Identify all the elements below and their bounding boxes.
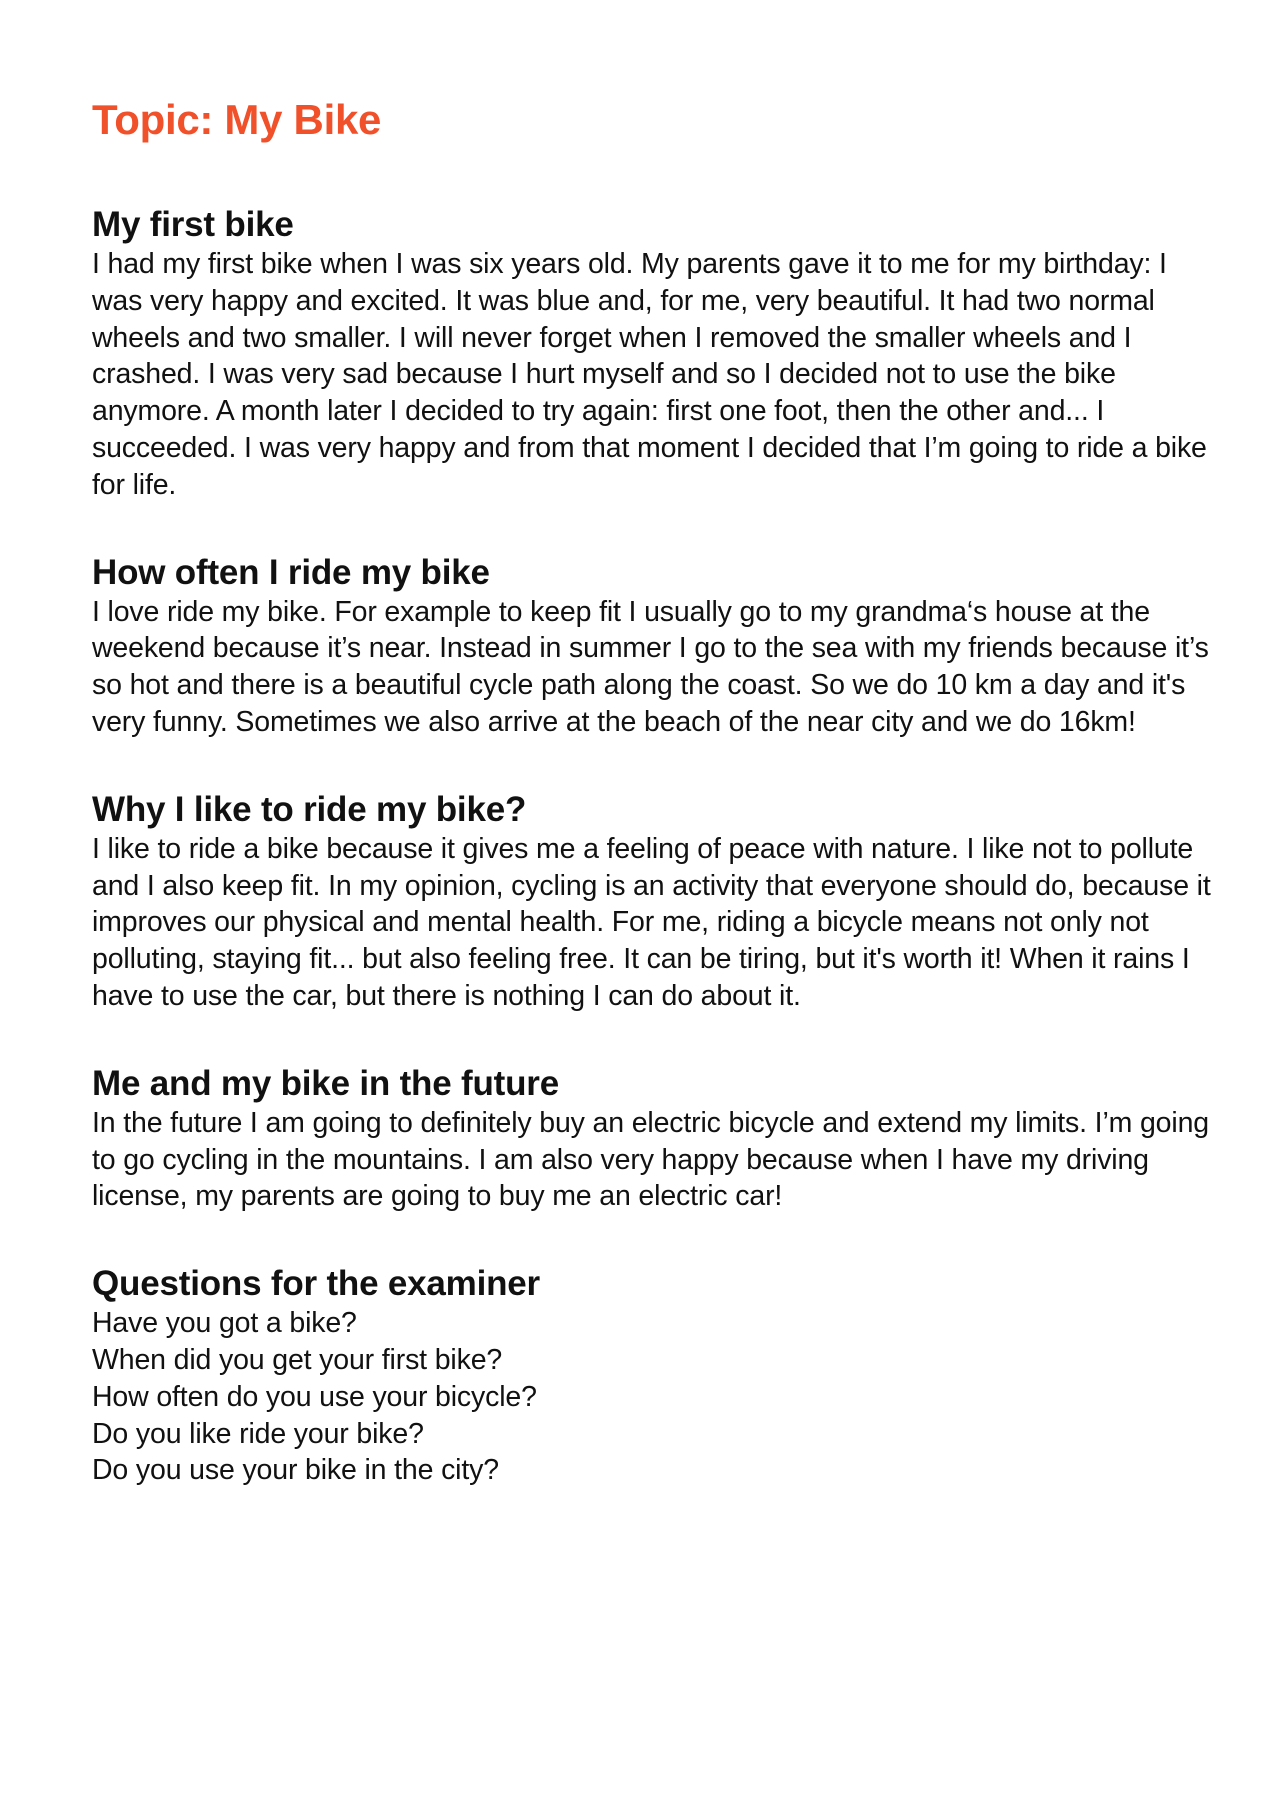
section-why-i-like	[92, 789, 1212, 1015]
section-heading: How often I ride my bike	[92, 552, 490, 592]
question-item: Have you got a bike?	[92, 1307, 357, 1340]
document-page	[92, 92, 1212, 1537]
question-item: How often do you use your bicycle?	[92, 1380, 537, 1413]
question-item: Do you like ride your bike?	[92, 1417, 424, 1450]
section-body: In the future I am going to definitely buy an electric bicycle and extend my limits. I’m going to go cycling in the mountains. I am also very happy because when I have my driving license, my parents are going to buy me an electric car!	[92, 1106, 1209, 1213]
section-my-first-bike	[92, 204, 1212, 504]
section-body: I like to ride a bike because it gives me a feeling of peace with nature. I like not to pollute and I also keep fit. In my opinion, cycling is an activity that everyone should do, because it improves our physical and mental health. For me, riding a bicycle means not only not polluting, staying fit... but also feeling free. It can be tiring, but it's worth it! When it rains I have to use the car, but there is nothing I can do about it.	[92, 832, 1211, 1012]
question-item: Do you use your bike in the city?	[92, 1454, 499, 1487]
section-questions	[92, 1263, 1212, 1489]
section-heading: Why I like to ride my bike?	[92, 789, 527, 829]
section-body: I had my first bike when I was six years old. My parents gave it to me for my birthday: I was very happy and excited. It was blue and, for me, very beautiful. It had two normal wheels and two smaller. I will never forget when I removed the smaller wheels and I crashed. I was very sad because I hurt myself and so I decided not to use the bike anymore. A month later I decided to try again: first one foot, then the other and... I succeeded. I was very happy and from that moment I decided that I’m going to ride a bike for life.	[92, 248, 1207, 501]
section-future	[92, 1063, 1212, 1215]
section-heading: My first bike	[92, 205, 294, 244]
questions-list	[92, 1305, 1212, 1489]
section-heading: Questions for the examiner	[92, 1264, 540, 1304]
page-title: Topic: My Bike	[92, 96, 382, 143]
section-heading: Me and my bike in the future	[92, 1063, 559, 1103]
section-how-often	[92, 552, 1212, 741]
question-item: When did you get your first bike?	[92, 1343, 503, 1376]
section-body: I love ride my bike. For example to keep fit I usually go to my grandma‘s house at the weekend because it’s near. Instead in summer I go to the sea with my friends because it’s so hot and there is a beautiful cycle path along the coast. So we do 10 km a day and it's very funny. Sometimes we also arrive at the beach of the near city and we do 16km!	[92, 595, 1209, 738]
